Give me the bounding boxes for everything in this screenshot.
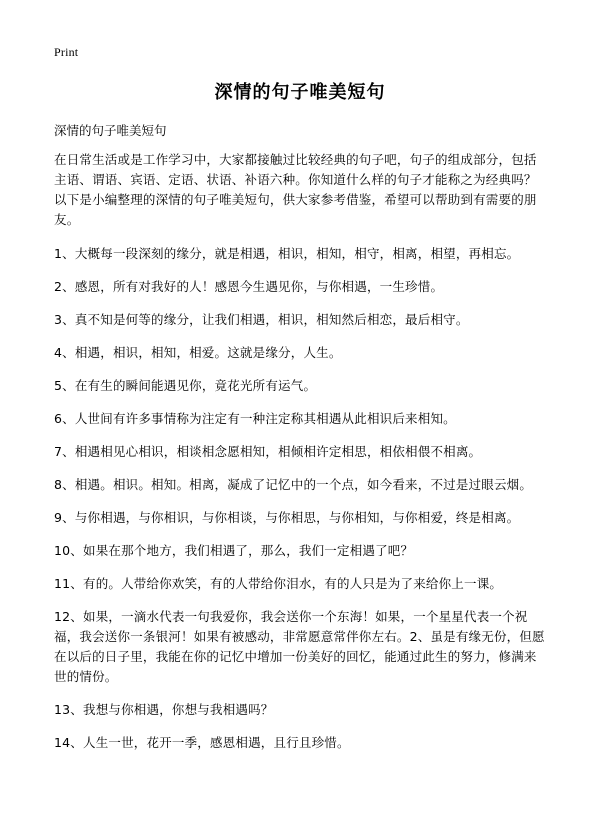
list-item: 14、人生一世，花开一季，感恩相遇，且行且珍惜。: [54, 735, 350, 750]
page-title: 深情的句子唯美短句: [214, 82, 386, 103]
list-item: 11、有的。人带给你欢笑，有的人带给你泪水，有的人只是为了来给你上一课。: [54, 576, 503, 591]
list-item: 2、感恩，所有对我好的人！感恩今生遇见你，与你相遇，一生珍惜。: [54, 279, 444, 294]
list-item: 8、相遇。相识。相知。相离，凝成了记忆中的一个点，如今看来，不过是过眼云烟。: [54, 477, 533, 492]
article-body: [54, 150, 548, 766]
intro-paragraph: 在日常生活或是工作学习中，大家都接触过比较经典的句子吧，句子的组成部分，包括主语、谓语、宾语、定语、状语、补语六种。你知道什么样的句子才能称之为经典吗？以下是小编整理的深情的句子唯美短句，供大家参考借鉴，希望可以帮助到有需要的朋友。: [54, 152, 537, 227]
print-label[interactable]: Print: [54, 45, 79, 59]
list-item: 9、与你相遇，与你相识，与你相谈，与你相思，与你相知，与你相爱，终是相离。: [54, 510, 520, 525]
list-item: 5、在有生的瞬间能遇见你，竟花光所有运气。: [54, 378, 317, 393]
list-item: 1、大概每一段深刻的缘分，就是相遇，相识，相知，相守，相离，相望，再相忘。: [54, 246, 520, 261]
list-item: 7、相遇相见心相识，相谈相念愿相知，相倾相许定相思，相依相偎不相离。: [54, 444, 482, 459]
list-item: 6、人世间有许多事情称为注定有一种注定称其相遇从此相识后来相知。: [54, 411, 456, 426]
list-item: 4、相遇，相识，相知，相爱。这就是缘分，人生。: [54, 345, 342, 360]
subtitle: 深情的句子唯美短句: [54, 123, 167, 138]
list-item: 10、如果在那个地方，我们相遇了，那么，我们一定相遇了吧？: [54, 543, 414, 558]
list-item: 3、真不知是何等的缘分，让我们相遇，相识，相知然后相恋，最后相守。: [54, 312, 469, 327]
list-item: 12、如果，一滴水代表一句我爱你，我会送你一个东海！如果，一个星星代表一个祝福，我会送你一条银河！如果有被感动，非常愿意常伴你左右。2、虽是有缘无份，但愿在以后的日子里，我能在你的记忆中增加一份美好的回忆，能通过此生的努力，修满来世的情份。: [54, 609, 545, 684]
list-item: 13、我想与你相遇，你想与我相遇吗？: [54, 702, 274, 717]
